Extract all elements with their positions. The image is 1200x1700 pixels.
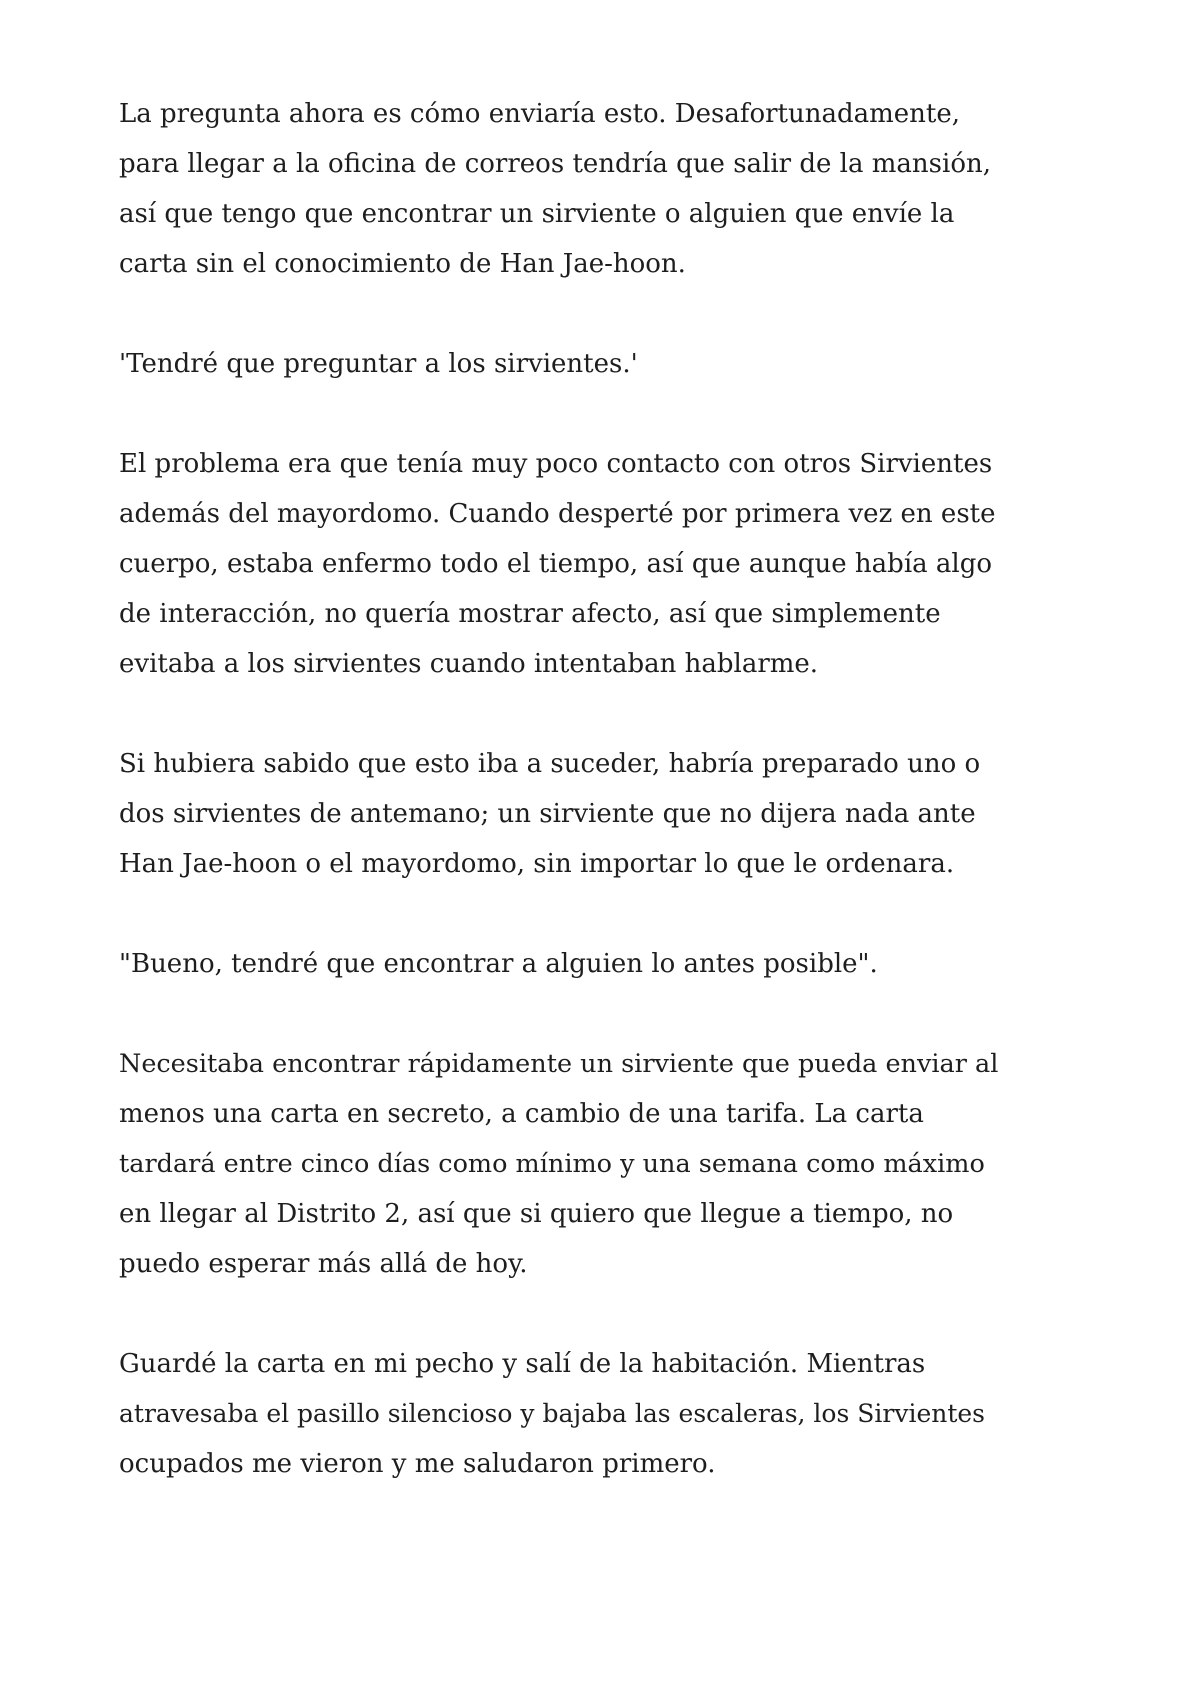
text-line: dos sirvientes de antemano; un sirviente que no dijera nada ante <box>119 799 976 829</box>
text-line: 'Tendré que preguntar a los sirvientes.' <box>119 349 638 379</box>
text-line: atravesaba el pasillo silencioso y bajaba las escaleras, los Sirvientes <box>119 1399 986 1428</box>
document-body <box>119 89 999 1489</box>
text-line: "Bueno, tendré que encontrar a alguien lo antes posible". <box>119 949 878 979</box>
text-line: para llegar a la oficina de correos tendría que salir de la mansión, <box>119 149 991 179</box>
text-line: además del mayordomo. Cuando desperté por primera vez en este <box>119 499 996 529</box>
text-line: así que tengo que encontrar un sirviente o alguien que envíe la <box>119 199 955 229</box>
text-line: El problema era que tenía muy poco contacto con otros Sirvientes <box>119 449 993 479</box>
text-line: tardará entre cinco días como mínimo y una semana como máximo <box>119 1149 985 1179</box>
text-line: Han Jae-hoon o el mayordomo, sin importar lo que le ordenara. <box>119 849 955 879</box>
text-line: cuerpo, estaba enfermo todo el tiempo, así que aunque había algo <box>119 549 993 579</box>
text-line: Necesitaba encontrar rápidamente un sirviente que pueda enviar al <box>119 1049 999 1079</box>
paragraph-1 <box>119 89 999 289</box>
text-line: ocupados me vieron y me saludaron primero. <box>119 1449 716 1479</box>
text-line: Guardé la carta en mi pecho y salí de la habitación. Mientras <box>119 1349 926 1379</box>
text-line: menos una carta en secreto, a cambio de una tarifa. La carta <box>119 1099 924 1129</box>
text-line: Si hubiera sabido que esto iba a suceder, habría preparado uno o <box>119 749 981 779</box>
text-line: carta sin el conocimiento de Han Jae-hoon. <box>119 249 686 279</box>
paragraph-5 <box>119 939 999 989</box>
paragraph-2 <box>119 339 999 389</box>
text-line: puedo esperar más allá de hoy. <box>119 1249 528 1279</box>
text-line: en llegar al Distrito 2, así que si quiero que llegue a tiempo, no <box>119 1199 954 1229</box>
paragraph-7 <box>119 1339 999 1489</box>
text-line: evitaba a los sirvientes cuando intentaban hablarme. <box>119 649 819 679</box>
paragraph-3 <box>119 439 999 689</box>
text-line: de interacción, no quería mostrar afecto, así que simplemente <box>119 599 941 629</box>
paragraph-6 <box>119 1039 999 1289</box>
text-line: La pregunta ahora es cómo enviaría esto. Desafortunadamente, <box>119 99 961 129</box>
paragraph-4 <box>119 739 999 889</box>
